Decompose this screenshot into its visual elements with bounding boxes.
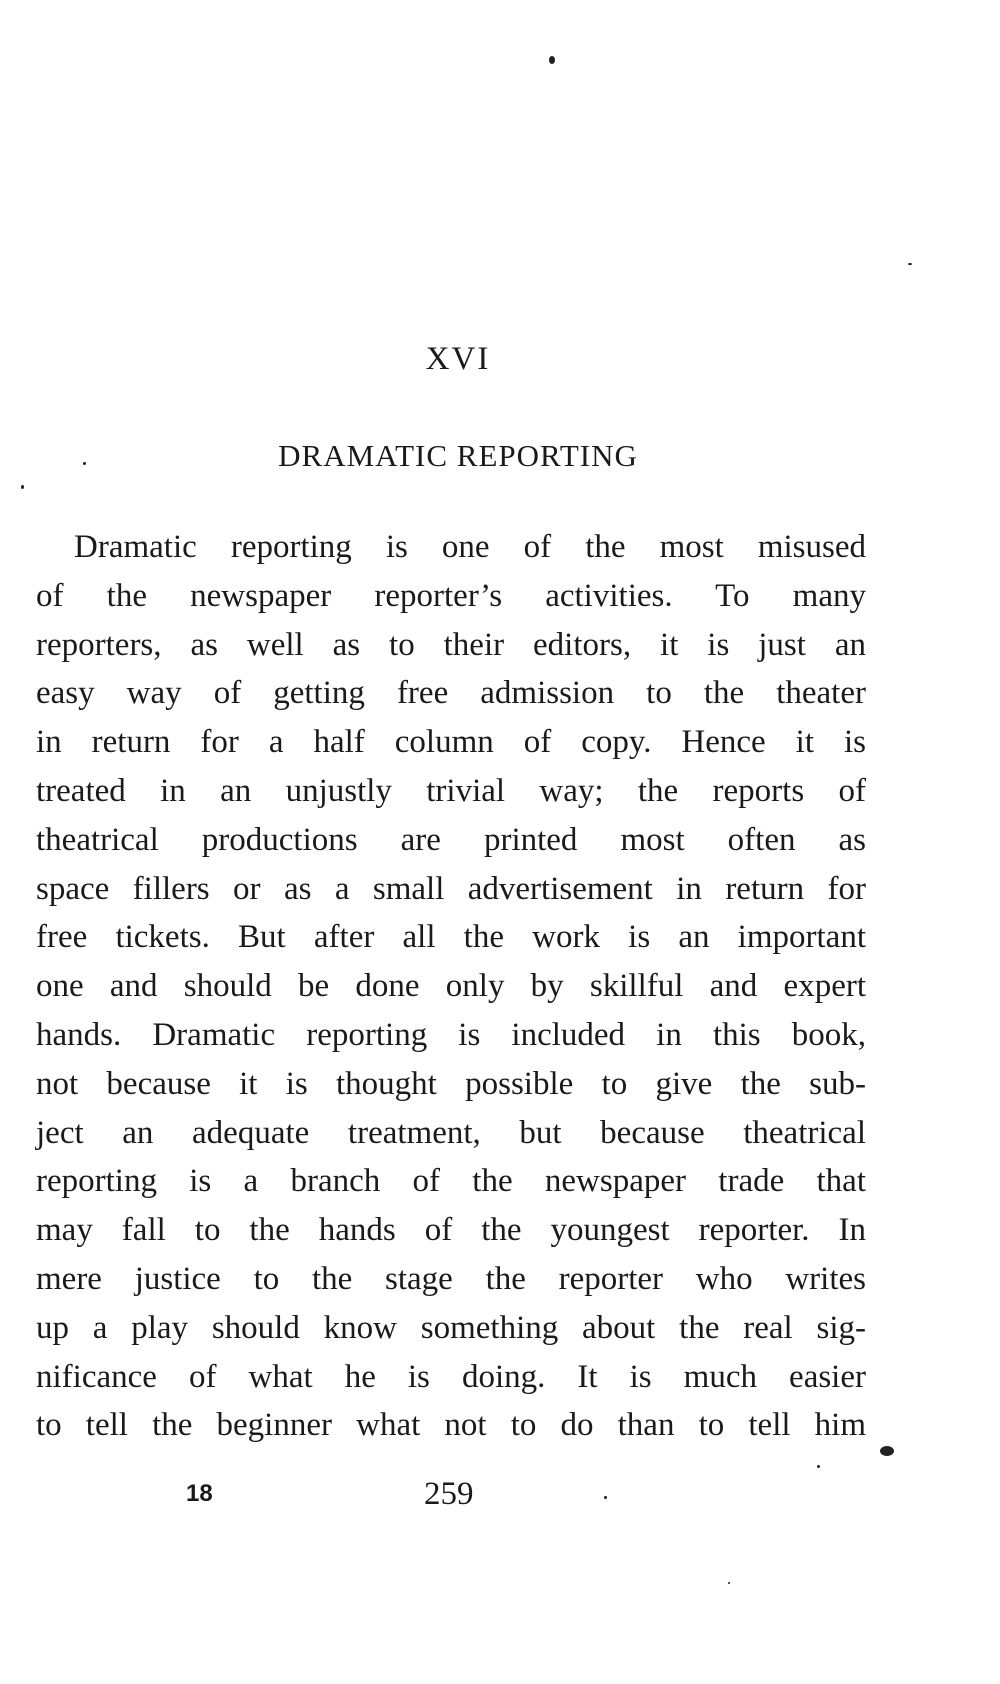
body-paragraph (36, 523, 866, 1450)
text-line: mere justice to the stage the reporter who writes (36, 1260, 866, 1297)
text-line: to tell the beginner what not to do than to tell him (36, 1407, 866, 1444)
scan-speck (549, 56, 555, 64)
scan-speck (604, 1496, 607, 1499)
scan-speck (817, 1465, 820, 1468)
text-line: hands. Dramatic reporting is included in this book, (36, 1016, 866, 1053)
chapter-number: XVI (425, 341, 491, 377)
chapter-title: DRAMATIC REPORTING (278, 438, 638, 473)
text-line: may fall to the hands of the youngest reporter. In (36, 1212, 866, 1249)
text-line: up a play should know something about the real sig- (36, 1309, 866, 1346)
text-line: easy way of getting free admission to the theater (36, 675, 866, 712)
text-line: free tickets. But after all the work is an important (36, 919, 866, 956)
signature-mark: 18 (186, 1480, 213, 1507)
text-line: reporters, as well as to their editors, it is just an (36, 626, 866, 663)
scan-speck (728, 1582, 730, 1584)
text-line: not because it is thought possible to give the sub- (36, 1065, 866, 1102)
text-line: of the newspaper reporter’s activities. To many (36, 577, 866, 614)
text-line: reporting is a branch of the newspaper trade that (36, 1163, 866, 1200)
text-line: nificance of what he is doing. It is much easier (36, 1358, 866, 1395)
text-line: space fillers or as a small advertisement in return for (36, 870, 866, 907)
scan-speck (908, 263, 912, 265)
text-line: theatrical productions are printed most often as (36, 821, 866, 858)
text-line: treated in an unjustly trivial way; the reports of (36, 772, 866, 809)
scan-speck (880, 1446, 894, 1456)
text-line: one and should be done only by skillful and expert (36, 968, 866, 1005)
page-number: 259 (424, 1476, 474, 1512)
text-line: ject an adequate treatment, but because theatrical (36, 1114, 866, 1151)
text-line: Dramatic reporting is one of the most misused (74, 529, 866, 565)
scan-speck (21, 485, 24, 489)
text-line: in return for a half column of copy. Hence it is (36, 724, 866, 761)
